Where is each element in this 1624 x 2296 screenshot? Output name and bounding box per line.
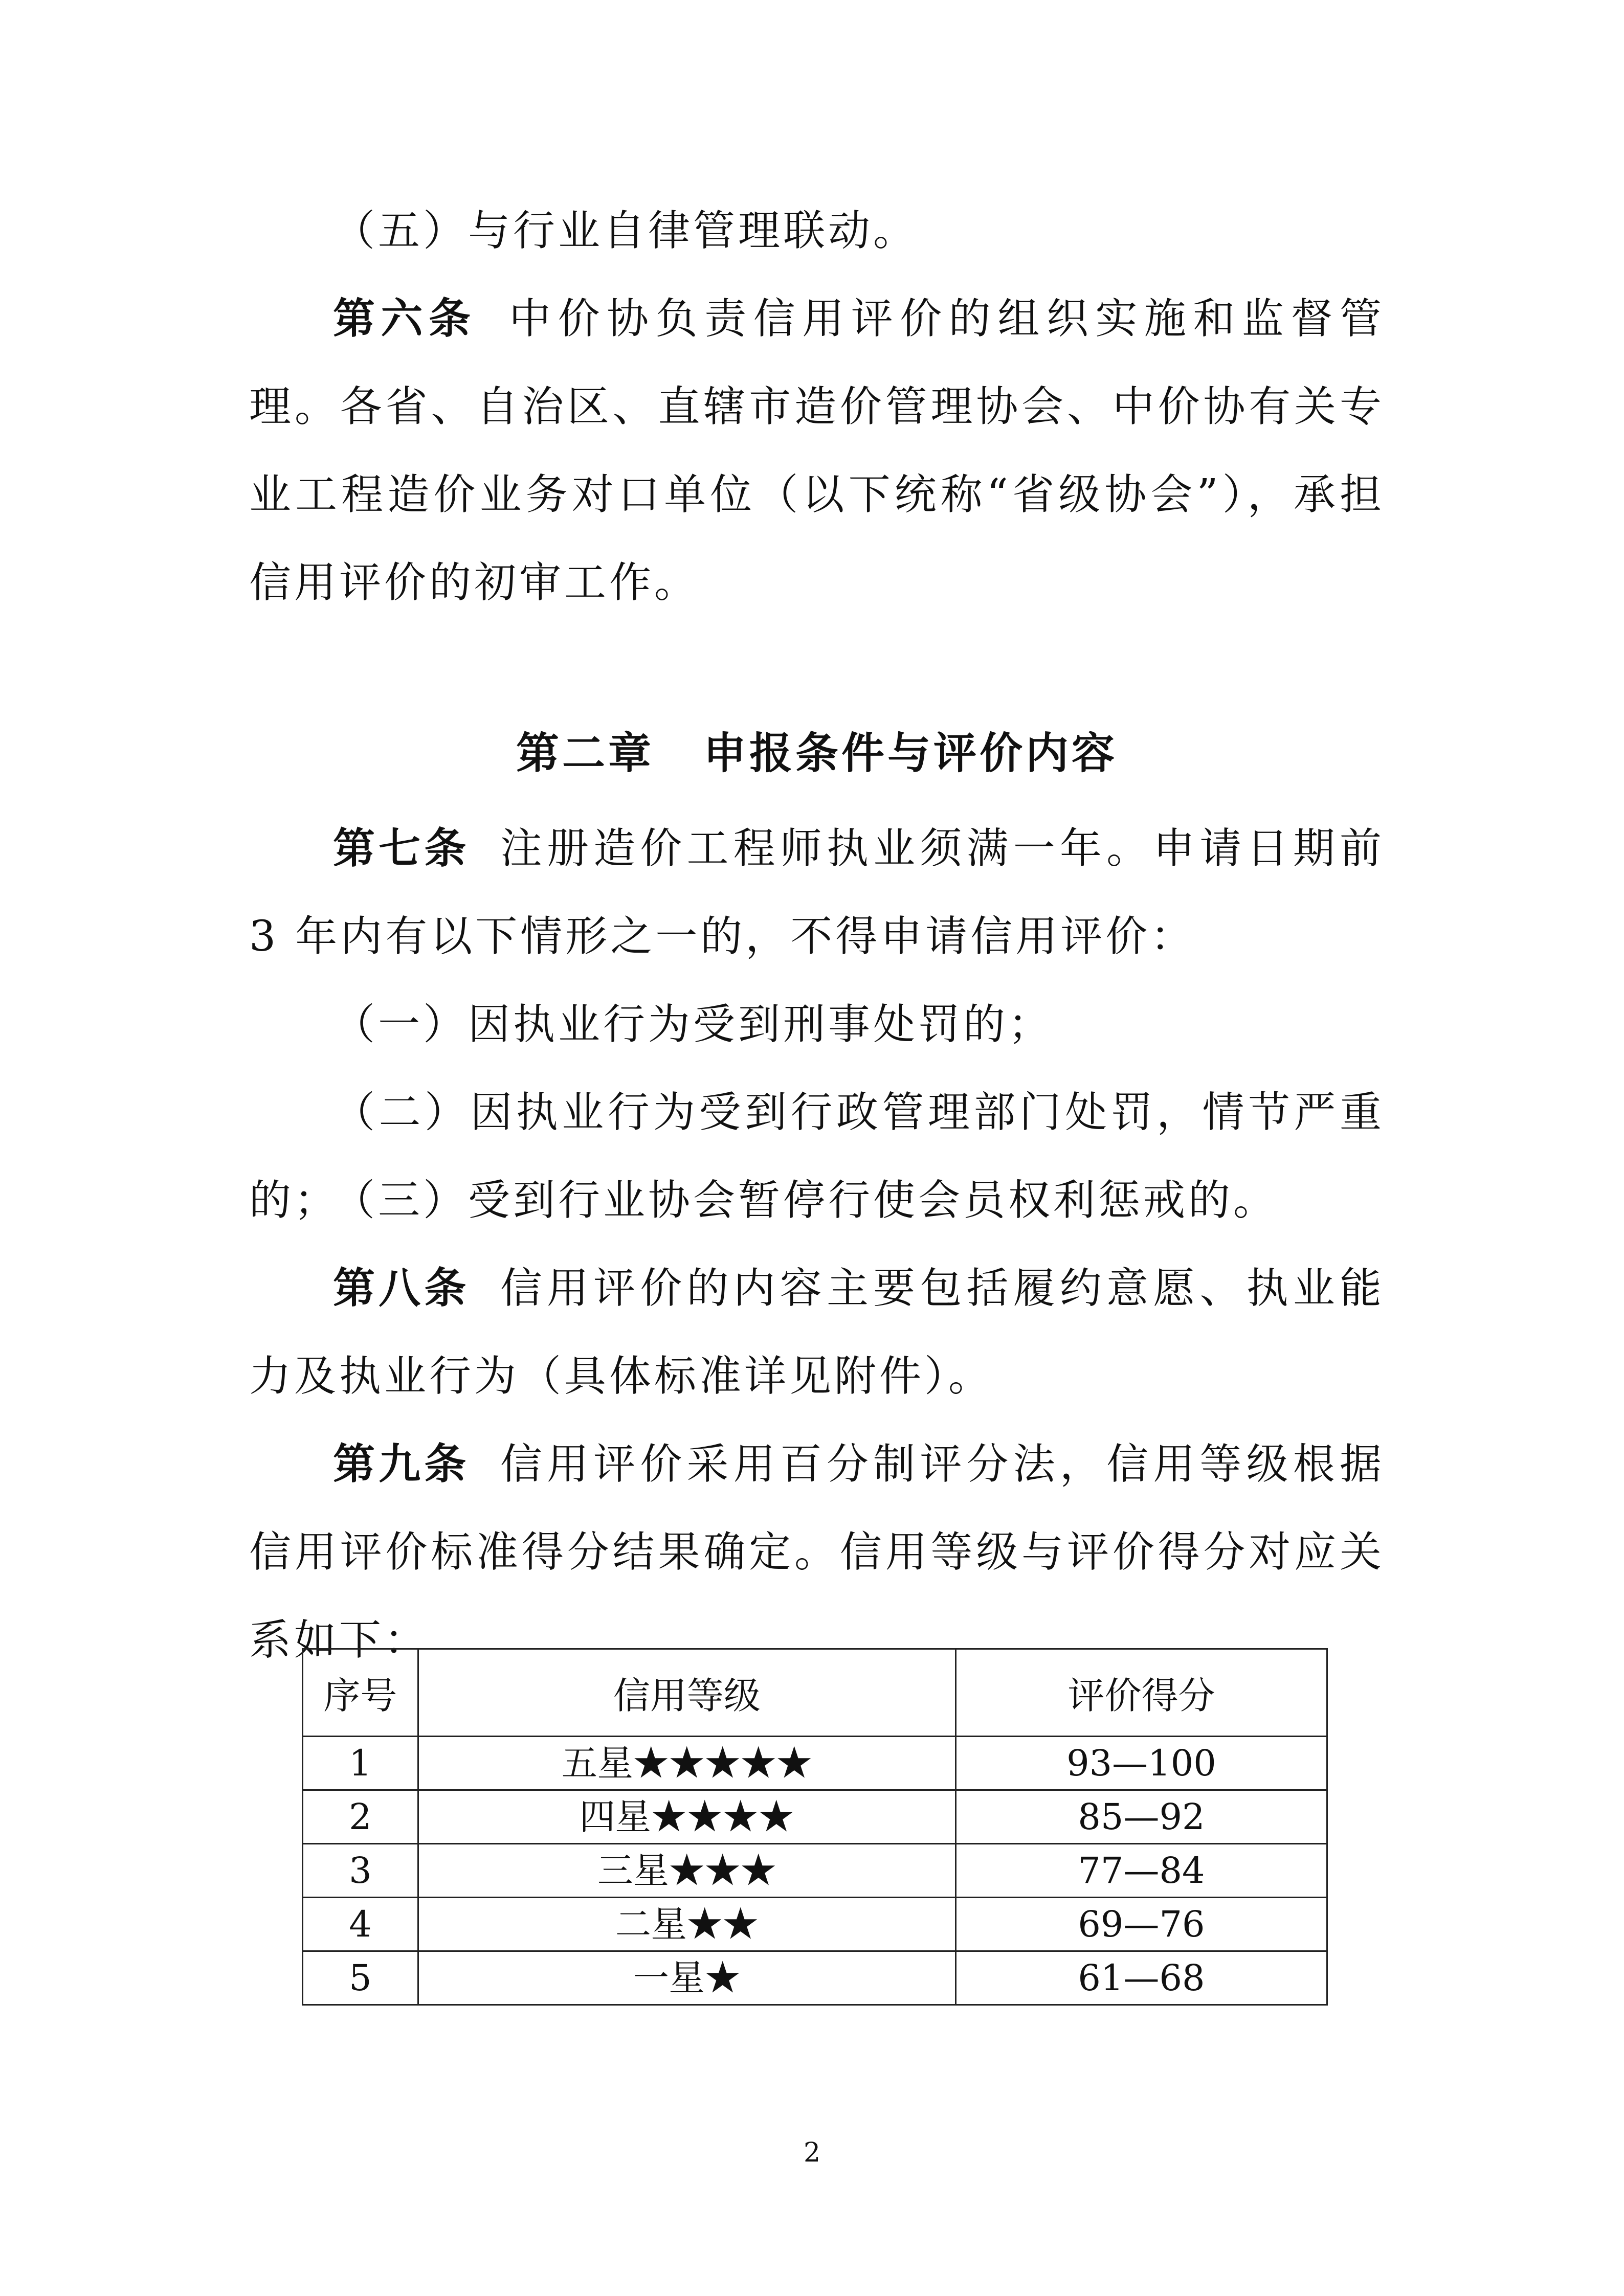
article-6-text: 中价协负责信用评价的组织实施和监督管理。各省、自治区、直辖市造价管理协会、中价协有关专业工程造价业务对口单位（以下统称“省级协会”），承担信用评价的初审工作。 [249, 295, 1385, 607]
article-7-text: 注册造价工程师执业须满一年。申请日期前 3 年内有以下情形之一的，不得申请信用评价： [249, 824, 1385, 961]
table-row [303, 1898, 1327, 1951]
row-score: 61—68 [955, 1951, 1327, 2005]
article-9 [249, 1421, 1385, 1684]
table-row [303, 1737, 1327, 1790]
header-index: 序号 [303, 1649, 418, 1737]
page-number: 2 [803, 2137, 821, 2168]
article-6-heading: 第六条 [333, 295, 477, 343]
article-7-item-1: （一）因执业行为受到刑事处罚的； [333, 1000, 1054, 1049]
table-row [303, 1951, 1327, 2005]
header-score: 评价得分 [955, 1649, 1327, 1737]
article-7-item-3: （三）受到行业协会暂停行使会员权利惩戒的。 [333, 1176, 1279, 1225]
article-9-text: 信用评价采用百分制评分法，信用等级根据信用评价标准得分结果确定。信用等级与评价得分对应关系如下： [249, 1440, 1385, 1664]
credit-grade-table [302, 1648, 1328, 2006]
row-index: 5 [303, 1951, 418, 2005]
article-7-item-2: （二）因执业行为受到行政管理部门处罚，情节严重的； [249, 1088, 1385, 1225]
table-row [303, 1844, 1327, 1898]
chapter-name: 申报条件与评价内容 [703, 728, 1118, 778]
article-8 [249, 1245, 1385, 1421]
row-index: 4 [303, 1898, 418, 1951]
article-7 [249, 805, 1385, 981]
row-score: 93—100 [955, 1737, 1327, 1790]
row-score: 77—84 [955, 1844, 1327, 1898]
row-index: 1 [303, 1737, 418, 1790]
table-row [303, 1790, 1327, 1844]
article-8-text: 信用评价的内容主要包括履约意愿、执业能力及执业行为（具体标准详见附件）。 [249, 1264, 1385, 1401]
article-8-heading: 第八条 [333, 1264, 470, 1313]
article-9-heading: 第九条 [333, 1440, 470, 1489]
chapter-number: 第二章 [516, 728, 654, 778]
row-score: 85—92 [955, 1790, 1327, 1844]
chapter-2-title [249, 725, 1385, 781]
row-index: 3 [303, 1844, 418, 1898]
article-7-heading: 第七条 [333, 824, 470, 873]
row-grade: 五星★★★★★ [418, 1737, 955, 1790]
row-grade: 四星★★★★ [418, 1790, 955, 1844]
row-grade: 一星★ [418, 1951, 955, 2005]
row-index: 2 [303, 1790, 418, 1844]
clause-five-item: （五）与行业自律管理联动。 [333, 207, 919, 255]
row-grade: 三星★★★ [418, 1844, 955, 1898]
row-score: 69—76 [955, 1898, 1327, 1951]
row-grade: 二星★★ [418, 1898, 955, 1951]
header-grade: 信用等级 [418, 1649, 955, 1737]
article-6 [249, 275, 1385, 627]
table-header-row [303, 1649, 1327, 1737]
